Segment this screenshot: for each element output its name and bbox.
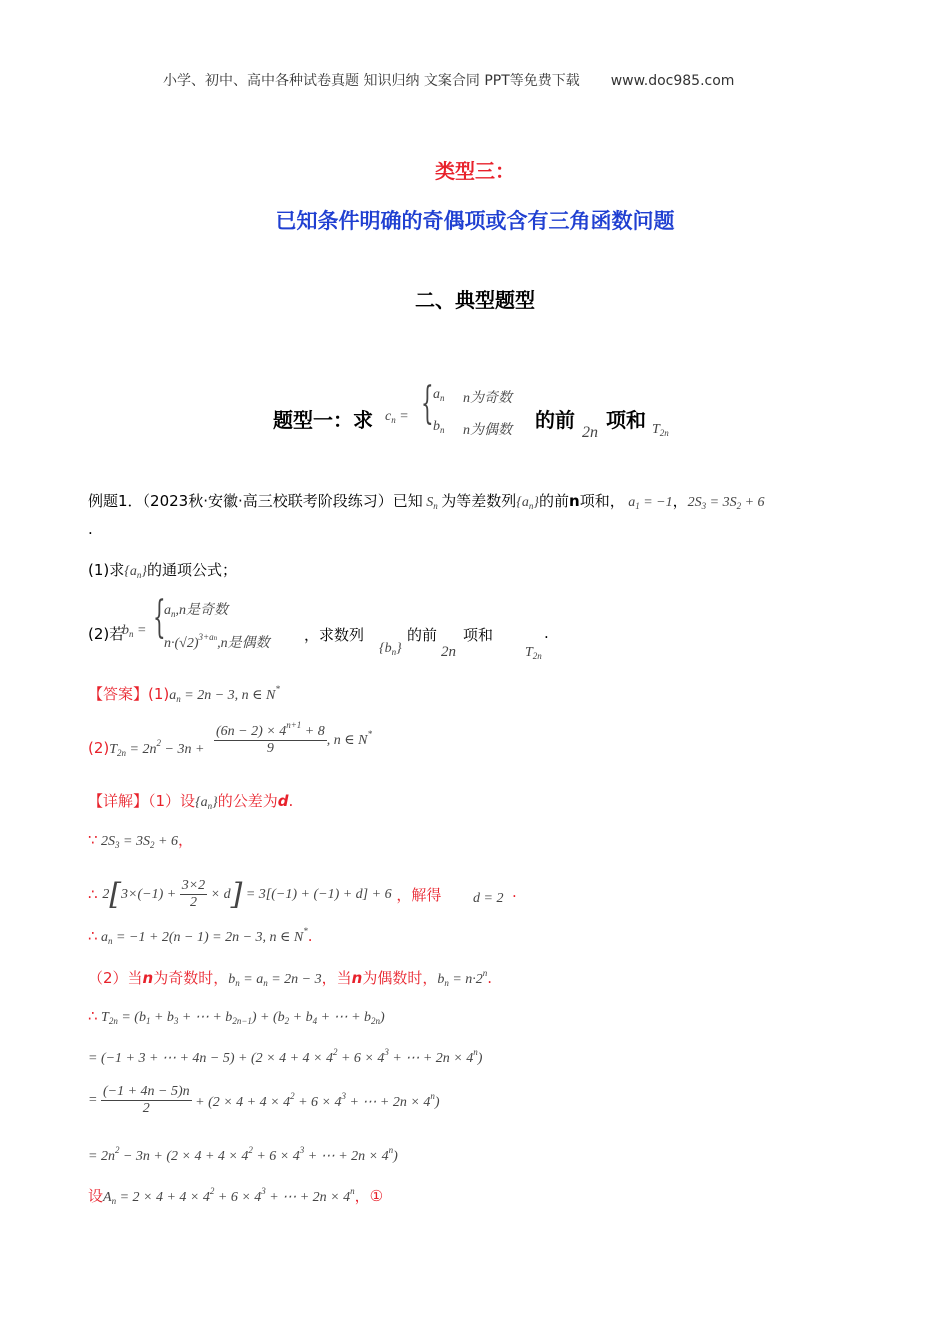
math-q1-an: $\{a_n\}$ [124,564,147,580]
topic-mid: 的前 [535,408,575,432]
answer-p2: (2) [88,739,110,757]
q2-text2: 的前 [407,626,438,644]
part2-n2: n [351,969,363,987]
part2-c: ，当 [321,969,352,987]
q2-brace: { [153,592,166,643]
math-an-derive: $a_n = -1 + 2(n - 1) = 2n - 3$, n ∈ N* [97,926,308,946]
therefore-sym-2: ∴ [88,927,98,945]
line-setA [88,1185,383,1206]
because-sym: ∵ [88,831,98,849]
line-T2n-1 [88,1007,385,1026]
therefore-sym-3: ∴ [88,1007,98,1025]
q2-text1: ，求数列 [304,626,365,644]
math-an-set: $\{a_n\}$ [516,495,539,511]
math-T2n-step2: = (−1 + 3 + ⋯ + $4n - 5) + (2 \times 4 + 4 \times 4^2 + 6 \times 4^3$ + ⋯ + $2n \times 4^n$) [88,1047,483,1066]
q1-text: 的通项公式； [146,561,237,579]
q2-label: (2)若 [88,625,125,643]
example-comma: ， [672,492,688,510]
topic-c: $c_n$ = [385,409,409,425]
math-because: $2S_3 = 3S_2 + 6$ [97,834,178,850]
detail-d: d [277,792,289,810]
detail-p1b: 的公差为 [217,792,278,810]
type-title: 类型三： [435,159,515,183]
example-n: n [569,492,580,510]
answer-2 [88,738,204,758]
section-heading: 二、典型题型 [415,288,535,312]
topic-2n: 2n [582,424,598,441]
detail-1 [88,790,293,811]
math-An: $A_n = 2 \times 4 + 4 \times 4^2 + 6 \times 4^3$ + ⋯ + $2n \times 4^n$ [103,1186,355,1206]
setA-suffix: ，① [354,1187,384,1205]
topic-odd: n为奇数 [463,391,512,406]
question-1 [88,559,237,580]
math-eq-d: 2[3×(−1) + $\frac{3\times 2}{2}$ × d] = 3[(−1) + (−1) + d] + 6 [102,877,392,912]
math-a1: $a_1 = -1$ [624,495,673,511]
example-text2: 的前 [539,492,570,510]
topic-suffix: 项和 [606,408,646,432]
topic-an: $a_n$ [433,387,445,403]
header-url[interactable]: www.doc985.com [610,73,735,89]
topic-prefix: 题型一：求 [273,408,373,432]
header-text: 小学、初中、高中各种试卷真题 知识归纳 文案合同 PPT等免费下载 [163,73,580,89]
answer-2-frac: $\frac{(6n - 2) \times 4^{n+1} + 8}{9}$ , n ∈ N* [216,720,372,756]
subtitle: 已知条件明确的奇偶项或含有三角函数问题 [275,209,675,233]
q2-case-odd: $a_n,n$是奇数 [164,603,228,619]
math-condition: $2S_3 = 3S_2 + 6$ [687,495,765,511]
therefore-sym-1: ∴ [88,885,98,904]
q2-T2n: $T_{2n}$ [525,645,542,661]
line-therefore-2 [88,926,313,946]
answer-tag: 【答案】 [88,685,149,703]
topic-even: n为偶数 [463,423,512,438]
example-period: . [88,520,93,538]
example-label: 例题1． [88,492,143,510]
math-bn-even: $b_n = n\cdot 2^n$ [437,968,488,988]
math-Sn: $S_n$ [422,495,438,511]
detail-dot: . [288,792,294,810]
answer-p1: (1) [148,685,170,703]
line-because [88,829,193,850]
because-comma: ， [177,831,193,849]
math-T2n-step4: = $2n^2 - 3n + (2 \times 4 + 4 \times 4^2 + 6 \times 4^3$ + ⋯ + $2n \times 4^n$) [88,1145,398,1164]
q2-bn: $b_n$ = [122,623,147,639]
topic-T2n: $T_{2n}$ [652,422,669,438]
math-detail-an: $\{a_n\}$ [195,795,218,811]
d-period: . [512,883,517,901]
topic-brace: { [421,378,434,429]
topic-bn: $b_n$ [433,419,445,435]
q2-end: . [544,624,549,642]
math-answer-2: $T_{2n} = 2n^2 - 3n$ + [109,738,205,758]
part2-b: 为奇数时， [153,969,229,987]
part2-e: . [487,969,493,987]
setA-prefix: 设 [88,1187,104,1205]
page-header [163,70,734,90]
part2-line [88,967,492,988]
detail-p1: （1）设 [148,792,196,810]
math-T2n-split: $T_{2n} = (b_1 + b_3$ + ⋯ + $b_{2n-1}) + (b_2 + b_4$ + ⋯ + $b_{2n}$) [97,1010,385,1026]
line-therefore-1 [88,877,441,912]
solve-text: ，解得 [396,886,442,904]
q2-2n: 2n [441,644,456,660]
part2-a: （2）当 [88,969,143,987]
answer-1 [88,683,280,704]
q2-case-even: $n\cdot(√2)^{3+an},n$是偶数 [164,632,270,651]
math-d-value: d = 2 [473,891,504,906]
example-statement [88,490,765,511]
q1-label: (1)求 [88,561,125,579]
detail-tag: 【详解】 [88,792,149,810]
part2-n1: n [142,969,154,987]
math-answer-1: $a_n = 2n - 3$, n ∈ N* [169,684,280,704]
part2-d: 为偶数时， [362,969,438,987]
therefore-2-period: . [307,927,313,945]
q2-bn-set: $\{b_n\}$ [379,641,402,657]
example-text1: 为等差数列 [441,492,517,510]
math-bn-odd: $b_n = a_n = 2n - 3$ [228,972,322,988]
q2-text3: 项和 [463,626,494,644]
example-text4: 项和， [579,492,625,510]
example-source: （2023秋·安徽·高三校联考阶段练习）已知 [142,492,423,510]
math-T2n-step3: = $\frac{(-1 + 4n - 5)n}{2}$ + ($2 \times 4 + 4 \times 4^2 + 6 \times 4^3$ + ⋯ + $2n \times 4^n$) [88,1084,440,1116]
